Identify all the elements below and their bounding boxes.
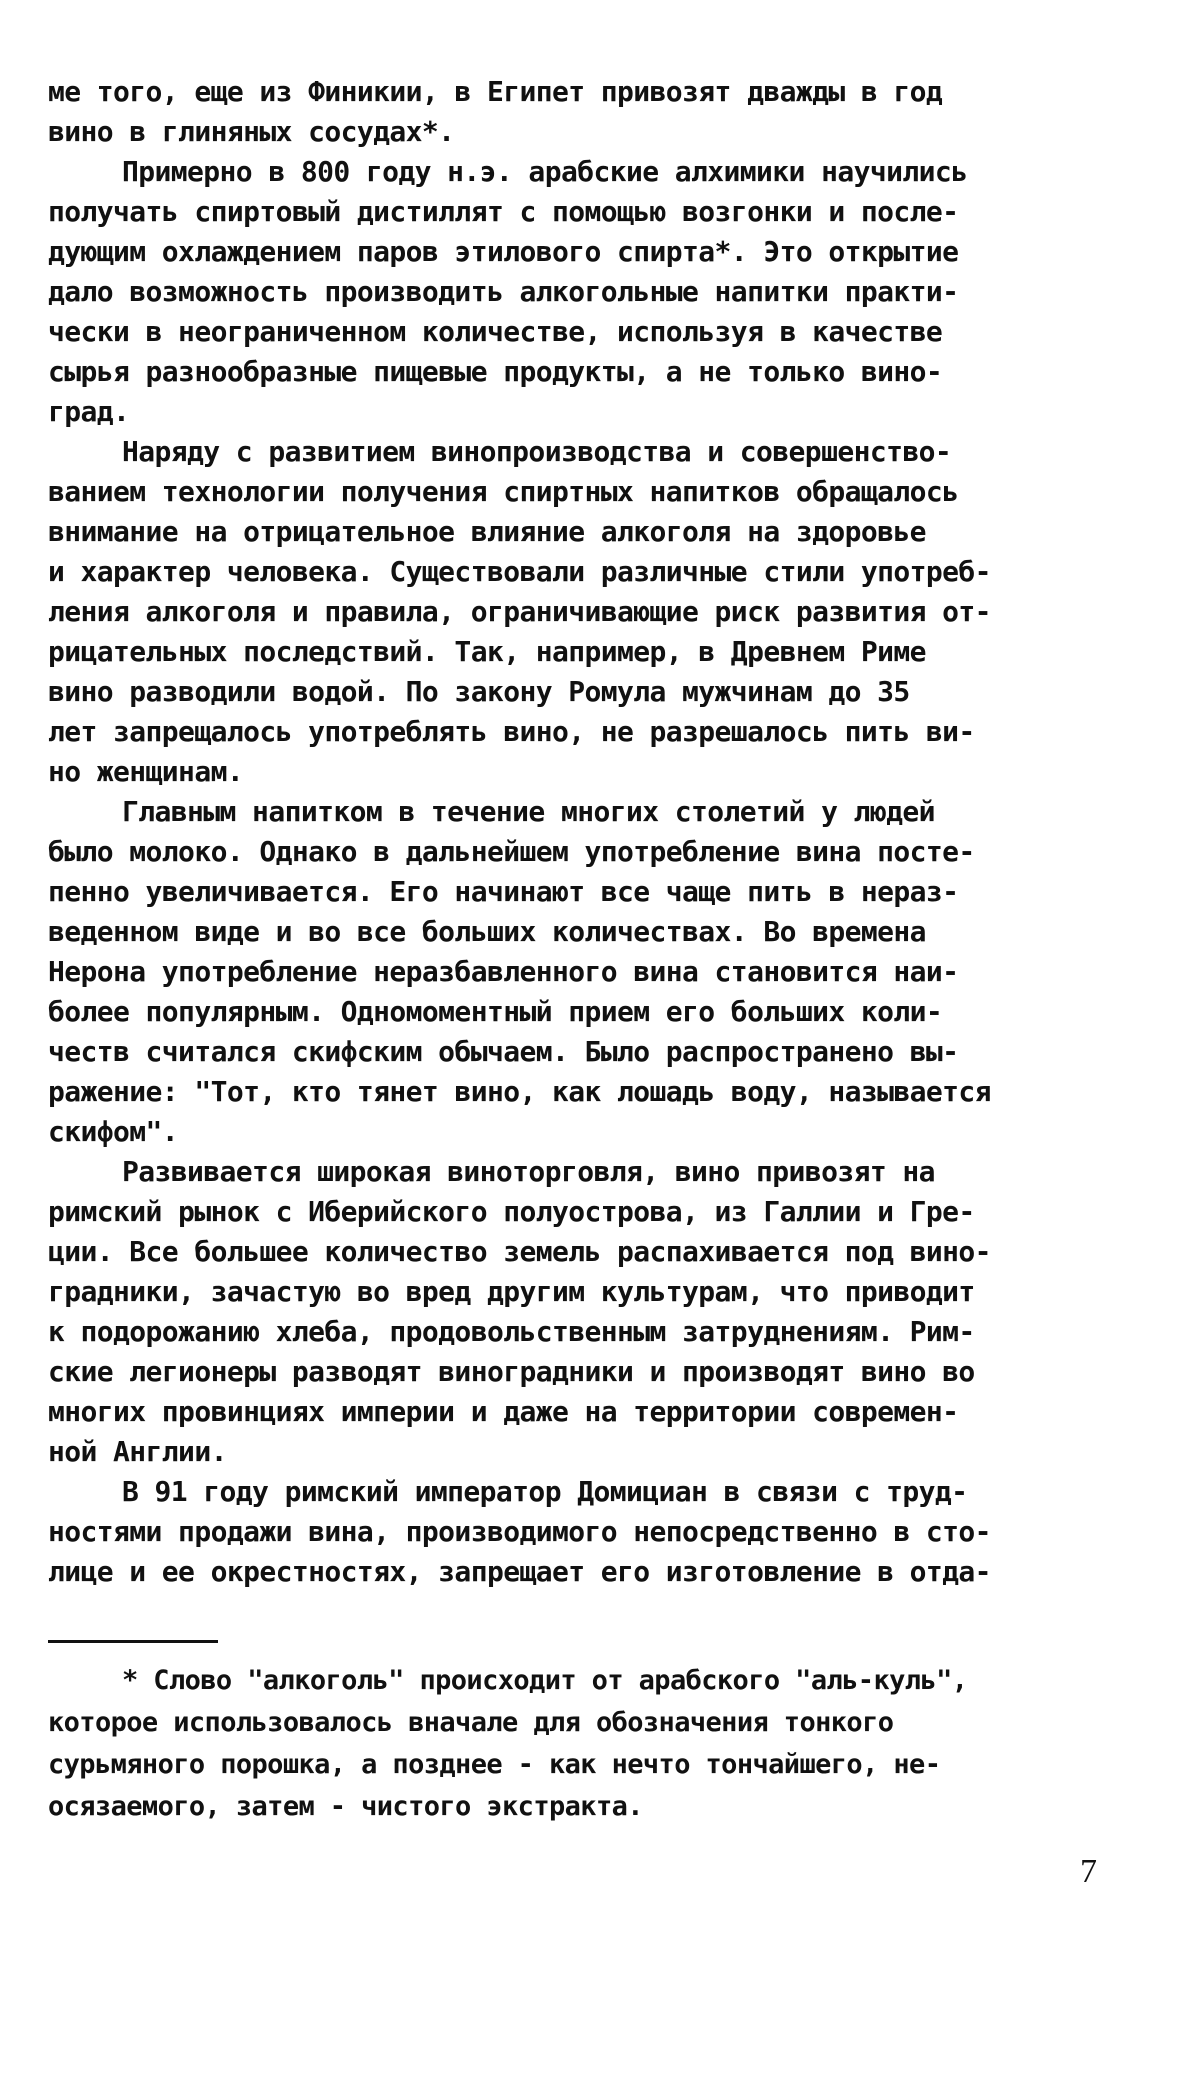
text-line: вино в глиняных сосудах*.	[48, 115, 455, 148]
text-line: ции. Все большее количество земель распахивается под вино-	[48, 1235, 991, 1268]
text-line: Главным напитком в течение многих столетий у людей	[122, 795, 935, 828]
text-line: ностями продажи вина, производимого непосредственно в сто-	[48, 1515, 991, 1548]
paragraph-6	[48, 1472, 1108, 1592]
text-line: ванием технологии получения спиртных напитков обращалось	[48, 475, 959, 508]
main-text	[48, 72, 1108, 1592]
paragraph-3	[48, 432, 1108, 792]
text-line: В 91 году римский император Домициан в связи с труд-	[122, 1475, 968, 1508]
paragraph-1	[48, 72, 1108, 152]
footnote-line: * Слово "алкоголь" происходит от арабского "аль-куль",	[122, 1665, 968, 1696]
paragraph-2	[48, 152, 1108, 432]
text-line: скифом".	[48, 1115, 179, 1148]
text-line: Примерно в 800 году н.э. арабские алхимики научились	[122, 155, 968, 188]
text-line: лет запрещалось употреблять вино, не разрешалось пить ви-	[48, 715, 975, 748]
text-line: многих провинциях империи и даже на территории современ-	[48, 1395, 959, 1428]
text-line: вино разводили водой. По закону Ромула мужчинам до 35	[48, 675, 910, 708]
text-line: веденном виде и во все больших количествах. Во времена	[48, 915, 926, 948]
text-line: было молоко. Однако в дальнейшем употребление вина посте-	[48, 835, 975, 868]
text-line: Нерона употребление неразбавленного вина становится наи-	[48, 955, 959, 988]
paragraph-5	[48, 1152, 1108, 1472]
footnote-line: осязаемого, затем - чистого экстракта.	[48, 1791, 643, 1822]
text-line: дало возможность производить алкогольные напитки практи-	[48, 275, 959, 308]
text-line: но женщинам.	[48, 755, 244, 788]
text-line: римский рынок с Иберийского полуострова, из Галлии и Гре-	[48, 1195, 975, 1228]
footnote-line: которое использовалось вначале для обозначения тонкого	[48, 1707, 894, 1738]
text-line: ной Англии.	[48, 1435, 227, 1468]
text-line: пенно увеличивается. Его начинают все чаще пить в нераз-	[48, 875, 959, 908]
text-line: сырья разнообразные пищевые продукты, а не только вино-	[48, 355, 943, 388]
text-line: чески в неограниченном количестве, используя в качестве	[48, 315, 943, 348]
page-number: 7	[1080, 1853, 1097, 1890]
text-line: более популярным. Одномоментный прием его больших коли-	[48, 995, 943, 1028]
footnote-line: сурьмяного порошка, а позднее - как нечто тончайшего, не-	[48, 1749, 941, 1780]
paragraph-4	[48, 792, 1108, 1152]
text-line: получать спиртовый дистиллят с помощью возгонки и после-	[48, 195, 959, 228]
text-line: к подорожанию хлеба, продовольственным затруднениям. Рим-	[48, 1315, 975, 1348]
text-line: ские легионеры разводят виноградники и производят вино во	[48, 1355, 975, 1388]
text-line: ражение: "Тот, кто тянет вино, как лошадь воду, называется	[48, 1075, 991, 1108]
text-line: ме того, еще из Финикии, в Египет привозят дважды в год	[48, 75, 943, 108]
text-line: Развивается широкая виноторговля, вино привозят на	[122, 1155, 935, 1188]
footnote	[48, 1660, 1108, 1828]
text-line: Наряду с развитием винопроизводства и совершенство-	[122, 435, 952, 468]
text-line: лице и ее окрестностях, запрещает его изготовление в отда-	[48, 1555, 991, 1588]
text-line: градники, зачастую во вред другим культурам, что приводит	[48, 1275, 975, 1308]
text-line: внимание на отрицательное влияние алкоголя на здоровье	[48, 515, 926, 548]
text-line: честв считался скифским обычаем. Было распространено вы-	[48, 1035, 959, 1068]
text-line: ления алкоголя и правила, ограничивающие риск развития от-	[48, 595, 991, 628]
text-line: рицательных последствий. Так, например, в Древнем Риме	[48, 635, 926, 668]
text-line: и характер человека. Существовали различные стили употреб-	[48, 555, 991, 588]
footnote-divider	[48, 1640, 218, 1643]
text-line: дующим охлаждением паров этилового спирта*. Это открытие	[48, 235, 959, 268]
text-line: град.	[48, 395, 130, 428]
